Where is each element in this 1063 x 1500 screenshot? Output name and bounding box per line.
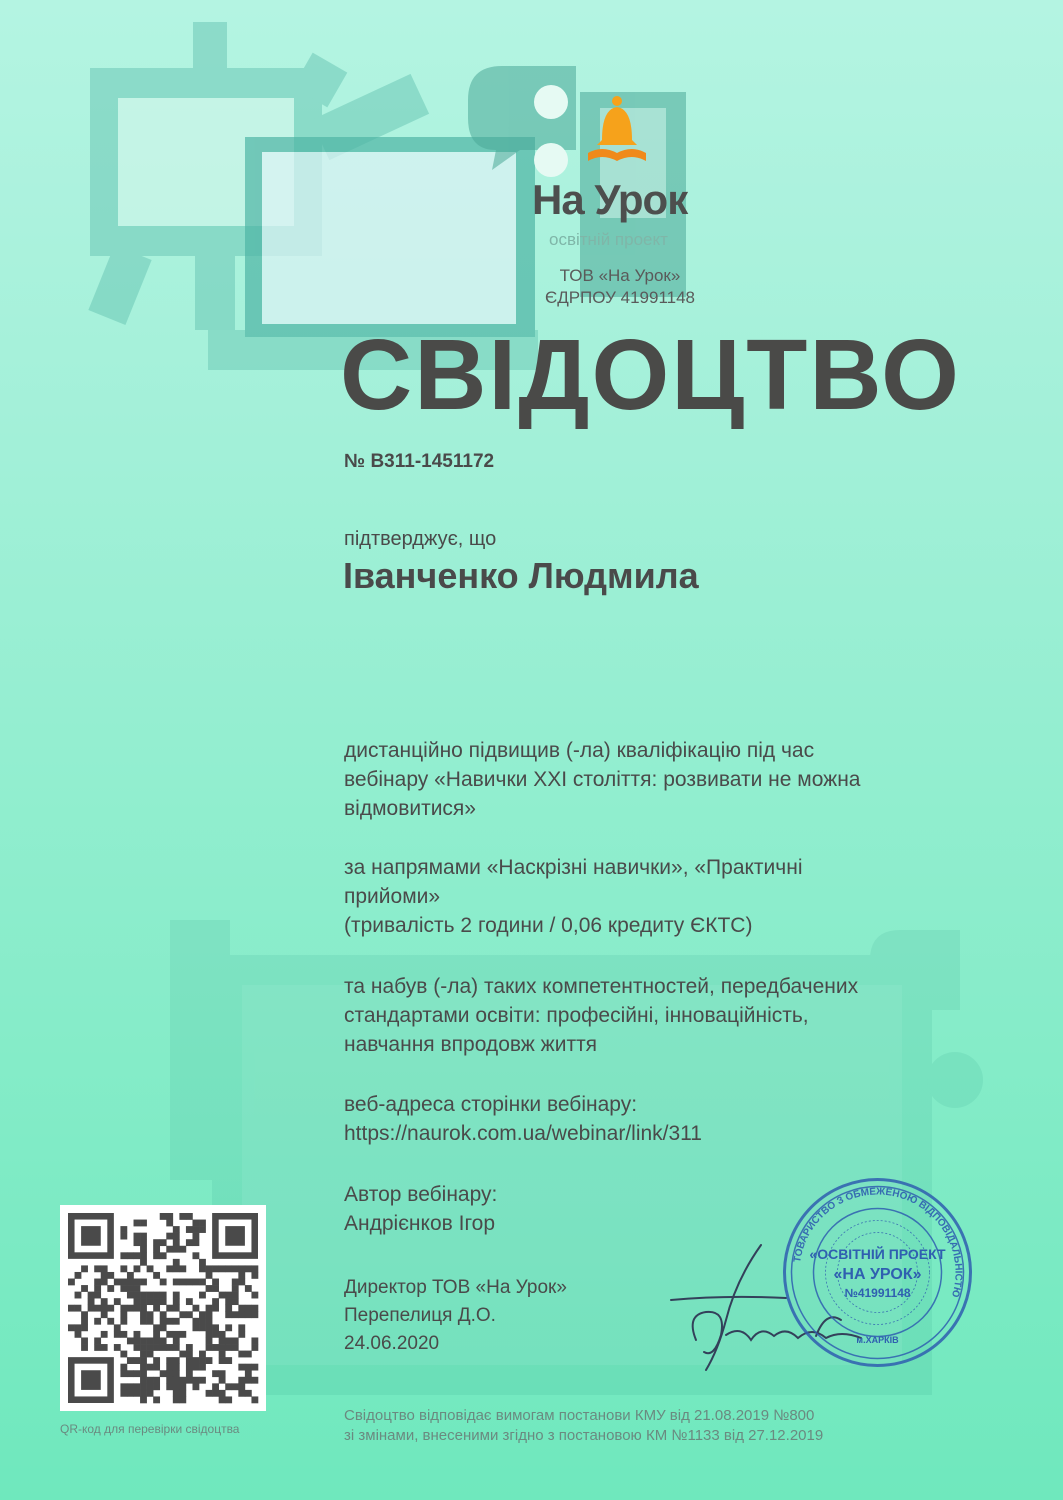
author-name: Андрієнков Ігор <box>344 1212 495 1235</box>
organization-code: ЄДРПОУ 41991148 <box>544 288 696 307</box>
url-label: веб-адреса сторінки вебінару: <box>344 1093 638 1116</box>
author-label: Автор вебінару: <box>344 1183 498 1206</box>
logo-name: На Урок <box>532 176 688 223</box>
legal-footnote <box>344 1406 823 1446</box>
qr-caption: QR-код для перевірки свідоцтва <box>60 1422 240 1436</box>
qr-code <box>60 1205 266 1411</box>
text-line: прийоми» <box>344 885 441 908</box>
footnote-line: зі змінами, внесеними згідно з постановою КМ №1133 від 27.12.2019 <box>344 1427 824 1444</box>
confirms-text: підтверджує, що <box>344 528 497 550</box>
footnote-line: Свідоцтво відповідає вимогам постанови КМУ від 21.08.2019 №800 <box>344 1407 815 1424</box>
text-line: та набув (-ла) таких компетентностей, передбачених <box>344 975 859 998</box>
text-line: дистанційно підвищив (-ла) кваліфікацію під час <box>344 739 815 762</box>
directions-paragraph <box>344 853 964 940</box>
recipient-name: Іванченко Людмила <box>343 555 699 596</box>
stamp-line-2: «НА УРОК» <box>833 1266 922 1283</box>
stamp-city: м.ХАРКІВ <box>856 1335 899 1345</box>
webinar-paragraph <box>344 736 964 823</box>
stamp-ring-text: ТОВАРИСТВО З ОБМЕЖЕНОЮ ВІДПОВІДАЛЬНІСТЮ <box>792 1186 964 1299</box>
webinar-url[interactable]: https://naurok.com.ua/webinar/link/311 <box>344 1122 702 1145</box>
competences-paragraph <box>344 972 964 1059</box>
company-stamp <box>780 1175 975 1370</box>
text-line: стандартами освіти: професійні, інноваційність, <box>344 1004 809 1027</box>
stamp-line-1: «ОСВІТНІЙ ПРОЕКТ <box>809 1246 946 1262</box>
certificate-number: № B311-1451172 <box>344 451 495 472</box>
text-line: вебінару «Навички XXI століття: розвивати не можна <box>344 768 861 791</box>
url-block <box>344 1090 964 1148</box>
certificate-title: СВІДОЦТВО <box>340 319 961 431</box>
organization-name: ТОВ «На Урок» <box>559 266 681 285</box>
stamp-code: №41991148 <box>844 1286 911 1300</box>
text-line: за напрямами «Наскрізні навички», «Практичні <box>344 856 803 879</box>
director-label: Директор ТОВ «На Урок» <box>344 1277 567 1298</box>
issue-date: 24.06.2020 <box>344 1333 440 1354</box>
text-line: відмовитися» <box>344 797 476 820</box>
logo-subtitle: освітній проект <box>549 230 668 249</box>
organization-info <box>500 265 740 309</box>
text-line: (тривалість 2 години / 0,06 кредиту ЄКТС) <box>344 914 753 937</box>
director-name: Перепелиця Д.О. <box>344 1305 496 1326</box>
text-line: навчання впродовж життя <box>344 1033 598 1056</box>
bell-book-icon <box>582 95 652 170</box>
